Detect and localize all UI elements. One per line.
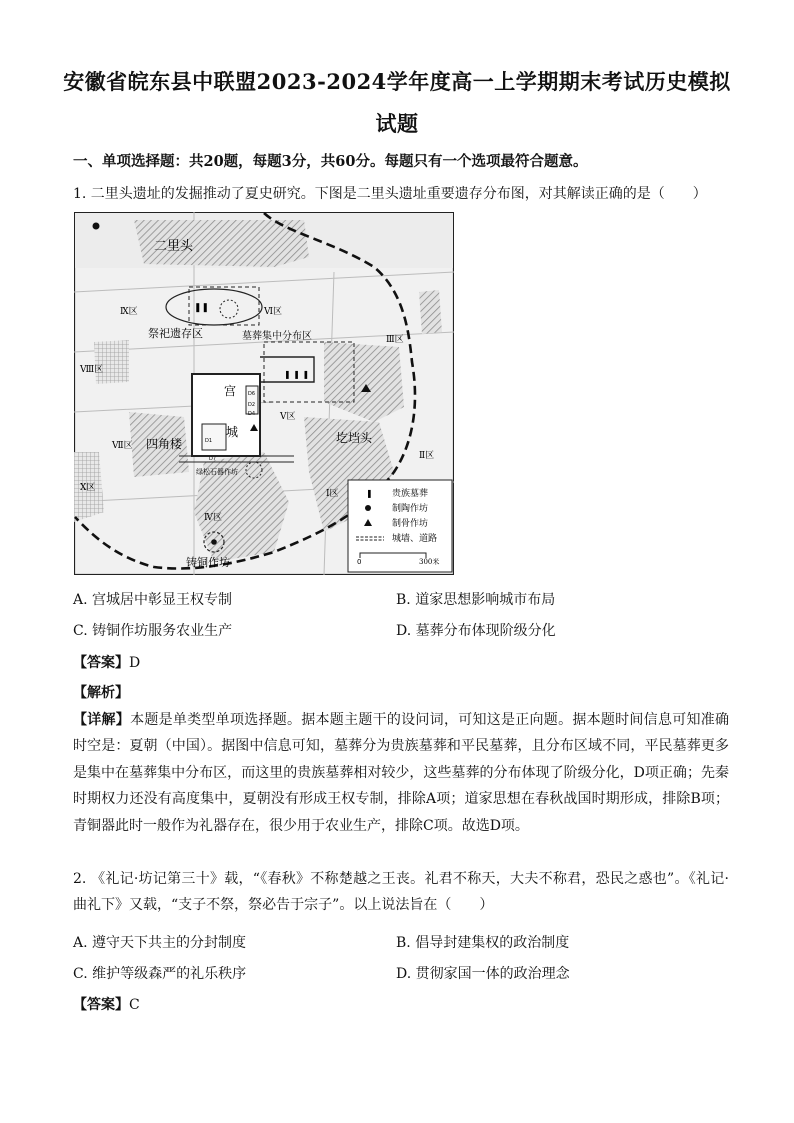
q1-option-d: D. 墓葬分布体现阶级分化	[396, 623, 556, 639]
sacrifice-area-label: 祭祀遗存区	[148, 327, 203, 340]
legend-noble-tombs: 贵族墓葬	[392, 489, 429, 499]
legend-pottery-workshop: 制陶作坊	[392, 504, 429, 514]
map-legend	[348, 480, 452, 572]
legend-noble-tomb-icon: ❚	[366, 489, 373, 498]
bronze-workshop-label: 铸铜作坊	[186, 556, 230, 569]
zone-iv-label: Ⅳ区	[204, 513, 222, 523]
zone-x-label: Ⅹ区	[80, 483, 96, 493]
q1-option-c: C. 铸铜作坊服务农业生产	[73, 623, 233, 639]
zone-vii-label: Ⅶ区	[112, 441, 133, 451]
hatched-area-northeast	[419, 290, 442, 334]
q2-option-d: D. 贯彻家国一体的政治理念	[396, 966, 570, 982]
zone-ix-label: Ⅸ区	[120, 307, 138, 317]
q1-option-b: B. 道家思想影响城市布局	[396, 592, 556, 608]
q1-option-a: A. 宫城居中彰显王权专制	[73, 592, 233, 608]
q1-answer	[73, 652, 140, 672]
siijaolou-label: 四角楼	[146, 437, 183, 451]
answer-label: 【答案】	[73, 655, 129, 671]
label-d2: D2	[248, 402, 256, 408]
erlitou-site-map	[74, 212, 454, 575]
building-d1	[202, 424, 226, 450]
question-1-stem: 1. 二里头遗址的发掘推动了夏史研究。下图是二里头遗址重要遗存分布图，对其解读正确的是（ ）	[73, 186, 707, 202]
document-title-continued: 试题	[375, 111, 419, 136]
zone-viii-label: Ⅷ区	[80, 365, 104, 375]
q2-option-b: B. 倡导封建集权的政治制度	[396, 935, 570, 951]
answer-value: D	[129, 655, 141, 671]
label-d7: D7	[209, 456, 217, 462]
q2-option-c: C. 维护等级森严的礼乐秩序	[73, 966, 247, 982]
label-d4: D4	[248, 411, 256, 417]
q2-answer	[73, 994, 140, 1014]
scale-zero: 0	[357, 558, 362, 566]
turquoise-workshop-label: 绿松石器作坊	[196, 468, 238, 476]
answer-value-2: C	[129, 997, 140, 1013]
zone-vi-label: Ⅵ区	[264, 307, 283, 317]
tomb-area-label: 墓葬集中分布区	[242, 331, 312, 342]
section-heading: 一、单项选择题：共20题，每题3分，共60分。每题只有一个选项最符合题意。	[73, 153, 588, 170]
zone-ii-label: Ⅱ区	[419, 451, 435, 461]
pottery-workshop-marker	[93, 223, 100, 230]
q1-detail	[73, 707, 729, 839]
grid-area-west	[94, 340, 129, 384]
noble-tomb-marker: ❚❚	[194, 303, 210, 313]
q1-analysis-label: 【解析】	[73, 685, 129, 701]
zone-v-label: Ⅴ区	[280, 412, 296, 422]
getangtou-label: 圪垱头	[336, 431, 373, 445]
legend-bone-workshop: 制骨作坊	[392, 519, 429, 529]
legend-pottery-icon	[365, 505, 371, 511]
question-2-stem: 2. 《礼记·坊记第三十》载，“《春秋》不称楚越之王丧。礼君不称天，大夫不称君，恐民之惑也”。《礼记·曲礼下》又载，“支子不祭，祭必告于宗子”。以上说法旨在（ ）	[73, 871, 729, 914]
scale-end: 300米	[419, 558, 440, 566]
tomb-markers: ❚ ❚ ❚	[284, 370, 310, 379]
zone-iii-label: Ⅲ区	[386, 335, 404, 345]
detail-text: 本题是单类型单项选择题。据本题主题干的设问词，可知这是正向题。据本题时间信息可知准确时空是：夏朝（中国）。据图中信息可知，墓葬分为贵族墓葬和平民墓葬，且分布区域不同，平民墓葬更多是集中在墓葬集中分布区，而这里的贵族墓葬相对较少，这些墓葬的分布体现了阶级分化，D项正确；先秦时期权力还没有高度集中，夏朝没有形成王权专制，排除A项；道家思想在春秋战国时期形成，排除B项；青铜器此时一般作为礼器存在，很少用于农业生产，排除C项。故选D项。	[73, 712, 730, 834]
answer-label-2: 【答案】	[73, 997, 129, 1013]
zone-i-label: Ⅰ区	[326, 489, 339, 499]
label-d6: D6	[248, 391, 256, 397]
document-title: 安徽省皖东县中联盟2023-2024学年度高一上学期期末考试历史模拟	[63, 69, 731, 94]
q2-option-a: A. 遵守天下共主的分封制度	[73, 935, 247, 951]
legend-walls-roads: 城墙、道路	[392, 534, 438, 544]
detail-label: 【详解】	[73, 712, 131, 728]
label-d1: D1	[205, 438, 213, 444]
erlitou-label: 二里头	[154, 239, 194, 254]
palace-label-1: 宫	[224, 384, 237, 398]
palace-label-2: 城	[226, 425, 239, 439]
